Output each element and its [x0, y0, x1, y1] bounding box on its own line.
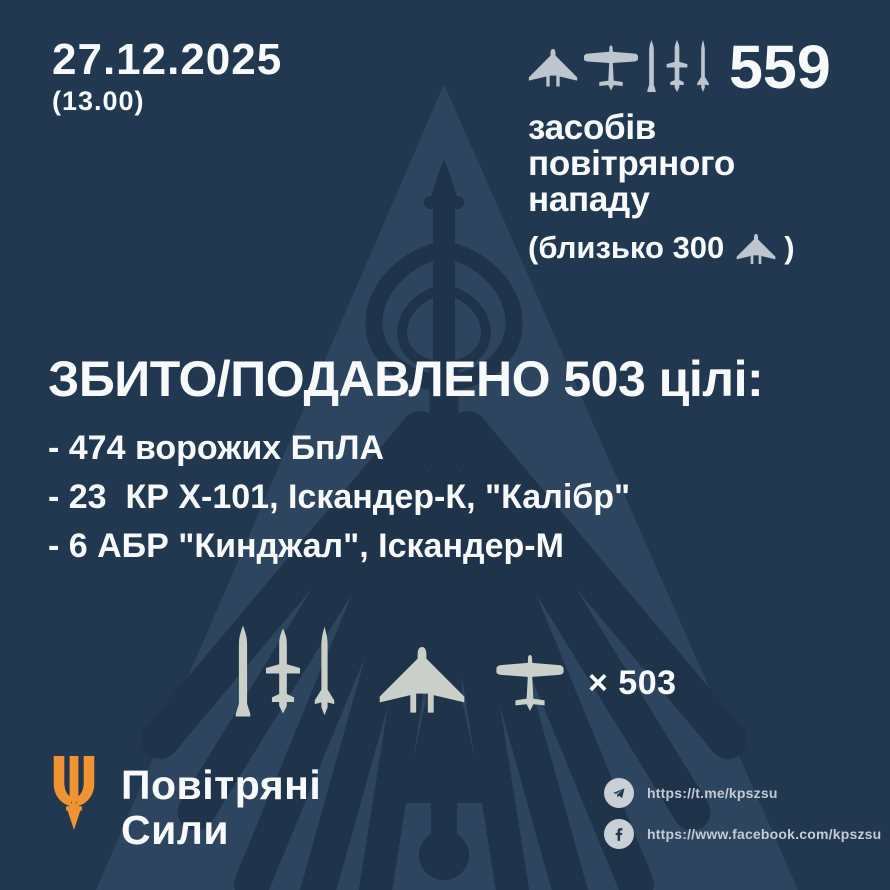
- facebook-icon: [604, 819, 634, 849]
- approx-drones-note: [528, 230, 858, 266]
- report-date: 27.12.2025: [52, 35, 283, 84]
- telegram-url[interactable]: https://t.me/kpszsu: [647, 785, 778, 801]
- report-time: (13.00): [52, 86, 145, 116]
- result-list: [48, 424, 630, 571]
- approx-note-text: (близько 300: [528, 230, 725, 265]
- facebook-link[interactable]: [604, 819, 881, 849]
- attack-total-block: [528, 33, 858, 266]
- tally-count: × 503: [588, 664, 677, 702]
- shahed-drone-icon: [366, 647, 478, 717]
- ballistic-missile-icon: [233, 625, 253, 717]
- result-item-cruise-missiles: - 23 КР Х-101, Іскандер-К, "Калібр": [48, 478, 631, 516]
- ballistic-missile-icon: [644, 40, 659, 92]
- result-item-uav: - 474 ворожих БпЛА: [48, 429, 384, 467]
- attack-label-line: засобів: [528, 108, 657, 147]
- attack-label-line: повітряного: [528, 144, 735, 183]
- result-heading: ЗБИТО/ПОДАВЛЕНО 503 цілі:: [48, 351, 764, 407]
- brand-line-1: Повітряні: [121, 762, 322, 808]
- date-block: [52, 35, 283, 117]
- shahed-drone-icon: [528, 46, 578, 92]
- aeroballistic-missile-icon: [313, 625, 336, 717]
- shahed-drone-icon: [735, 234, 777, 266]
- cruise-missile-icon: [665, 40, 689, 92]
- facebook-url[interactable]: https://www.facebook.com/kpszsu: [647, 826, 882, 842]
- fixed-wing-drone-icon: [486, 655, 574, 711]
- aeroballistic-missile-icon: [695, 40, 711, 92]
- result-item-aeroballistic: - 6 АБР "Кинджал", Іскандер-М: [48, 527, 564, 565]
- telegram-link[interactable]: [604, 778, 881, 808]
- destroyed-tally-row: [233, 612, 677, 717]
- brand-line-2: Сили: [121, 807, 230, 853]
- attack-icons-row: [528, 33, 858, 101]
- brand-name: [121, 763, 321, 853]
- attack-label-line: нападу: [528, 180, 650, 219]
- telegram-icon: [604, 778, 634, 808]
- approx-note-close: ): [784, 230, 795, 265]
- cruise-missile-icon: [266, 625, 300, 717]
- attack-total-count: 559: [729, 33, 831, 101]
- social-links: [604, 778, 881, 860]
- fixed-wing-drone-icon: [584, 44, 638, 92]
- trident-icon: [50, 756, 98, 830]
- attack-total-label: [528, 110, 858, 218]
